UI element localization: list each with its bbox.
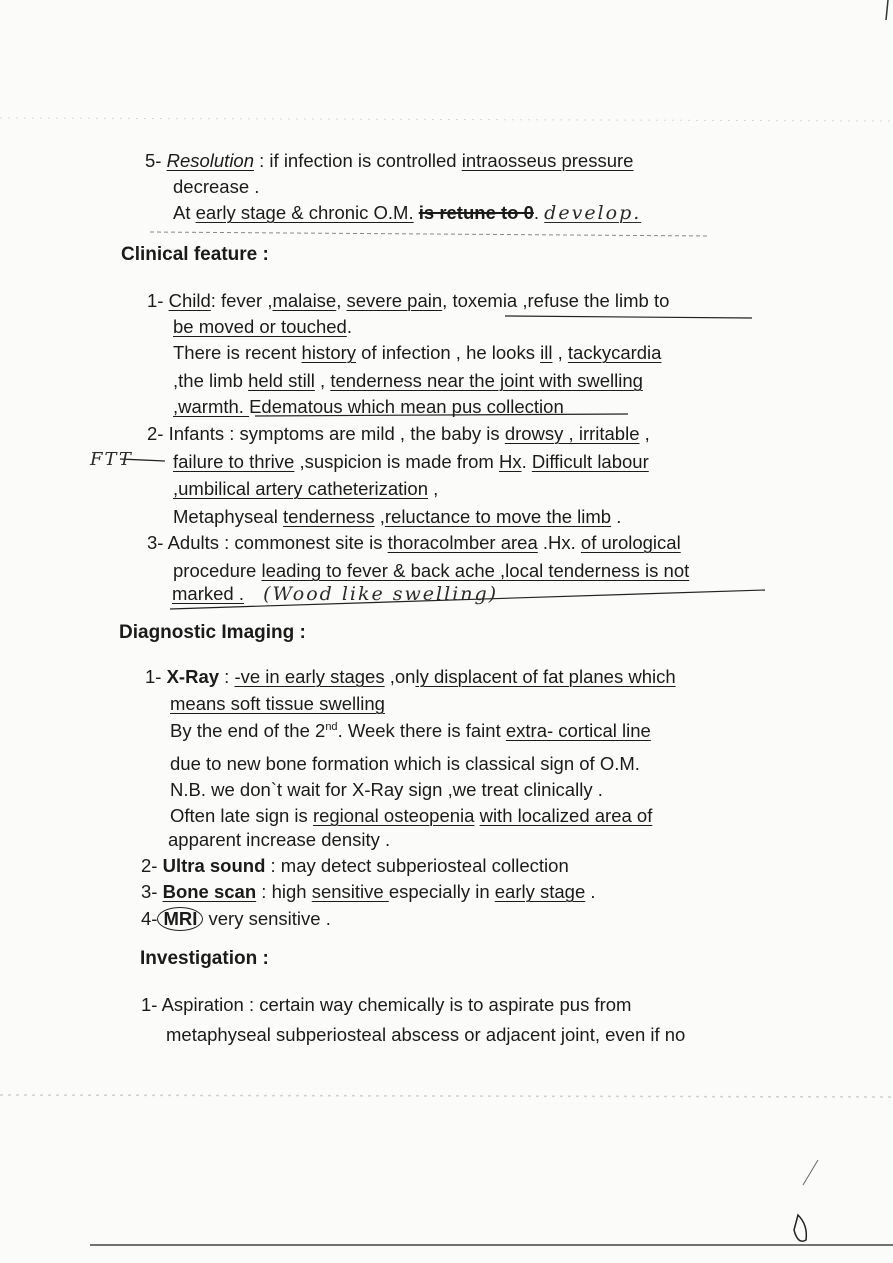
- investigation-line-2: metaphyseal subperiosteal abscess or adjacent joint, even if no: [166, 1024, 686, 1045]
- mri-text: very sensitive .: [203, 908, 331, 929]
- bonescan-text: especially in: [388, 881, 495, 902]
- child-text: of infection , he looks: [356, 342, 541, 363]
- handwritten-note: develop.: [544, 202, 642, 224]
- bonescan-text: .: [585, 881, 596, 902]
- item-number: 1-: [145, 666, 162, 687]
- infants-text: ,: [374, 506, 385, 527]
- resolution-text: At: [173, 202, 196, 223]
- resolution-text: early stage & chronic O.M.: [195, 202, 414, 223]
- child-line-3: [173, 342, 661, 364]
- child-text: malaise: [272, 290, 337, 311]
- margin-note: FTT: [90, 449, 133, 470]
- infants-text: .: [611, 506, 622, 527]
- bonescan-text: sensitive: [311, 881, 389, 902]
- resolution-text: intraosseus pressure: [461, 150, 634, 171]
- child-text: tackycardia: [567, 342, 662, 363]
- xray-text: :: [219, 666, 235, 687]
- section-heading-investigation: Investigation :: [140, 948, 269, 969]
- item-number: 3-: [141, 881, 158, 902]
- infants-line-3: [173, 478, 438, 500]
- bonescan-text: : high: [256, 881, 312, 902]
- infants-text: .: [521, 451, 532, 472]
- ordinal-suffix: nd: [325, 720, 338, 733]
- child-text: be moved or touched: [173, 316, 347, 337]
- infants-text: ,: [639, 423, 650, 444]
- infants-text: reluctance to move the limb: [384, 506, 612, 527]
- xray-line-2: [170, 693, 385, 715]
- item-number: 1-: [141, 994, 158, 1015]
- child-text: severe pain: [346, 290, 443, 311]
- mri-term-circled: MRI: [157, 907, 203, 931]
- xray-text: means soft tissue swelling: [170, 693, 385, 714]
- item-number: 5-: [145, 150, 162, 171]
- infants-text: failure to thrive: [173, 451, 295, 472]
- child-text: tenderness near the joint with swelling: [330, 370, 643, 391]
- child-line-5: [173, 396, 564, 418]
- infants-text: ,: [428, 478, 439, 499]
- xray-term: X-Ray: [166, 666, 220, 687]
- infants-text: tenderness: [283, 506, 375, 527]
- child-text: There is recent: [173, 342, 302, 363]
- investigation-text: Aspiration : certain way chemically is to aspirate pus from: [161, 994, 632, 1015]
- resolution-line-2: decrease .: [173, 176, 260, 197]
- ultrasound-term: Ultra sound: [162, 855, 266, 876]
- child-text: held still: [248, 370, 315, 391]
- child-text: .: [346, 316, 352, 337]
- adults-text: leading to fever & back ache ,local tenderness is not: [261, 560, 690, 581]
- resolution-text: : if infection is controlled: [259, 150, 457, 171]
- xray-text: regional osteopenia: [312, 805, 475, 826]
- item-number: 1-: [147, 290, 164, 311]
- child-text: ill: [540, 342, 553, 363]
- item-number: 4-: [141, 908, 158, 929]
- infants-line-1: [147, 423, 650, 445]
- xray-text: Often late sign is: [170, 805, 313, 826]
- child-text: Child: [168, 290, 211, 311]
- resolution-text: .: [533, 202, 540, 223]
- child-line-4: [173, 370, 643, 392]
- infants-line-4: [173, 506, 621, 528]
- item-number: 2-: [147, 423, 164, 444]
- investigation-line-1: [141, 994, 631, 1016]
- child-text: toxemia ,refuse the limb to: [452, 290, 670, 311]
- child-text: history: [301, 342, 357, 363]
- infants-text: ,suspicion is made from: [294, 451, 499, 472]
- adults-text: Adults : commonest site is: [167, 532, 388, 553]
- infants-text: Hx: [498, 451, 522, 472]
- child-line-1: [147, 290, 669, 312]
- section-heading-clinical: Clinical feature :: [121, 244, 269, 265]
- struck-text: is retune to 0: [418, 202, 534, 223]
- infants-text: drowsy , irritable: [504, 423, 640, 444]
- item-number: 3-: [147, 532, 164, 553]
- ultrasound-text: : may detect subperiosteal collection: [265, 855, 569, 876]
- child-text: ,: [552, 342, 568, 363]
- xray-line-3: [170, 720, 651, 742]
- xray-line-7: apparent increase density .: [168, 829, 391, 850]
- adults-text: procedure: [173, 560, 262, 581]
- child-text: ,: [314, 370, 331, 391]
- child-text: ,warmth.: [173, 396, 250, 417]
- adults-line-3: [172, 583, 498, 605]
- xray-text: . Week there is faint: [337, 720, 506, 741]
- infants-line-2: [173, 451, 649, 473]
- section-heading-imaging: Diagnostic Imaging :: [119, 622, 306, 643]
- mri-line: [141, 907, 331, 931]
- child-text: ,: [442, 290, 453, 311]
- xray-text: with localized area of: [479, 805, 653, 826]
- adults-text: thoracolmber area: [387, 532, 538, 553]
- resolution-line-1: [145, 150, 633, 172]
- ultrasound-line: [141, 855, 569, 877]
- adults-line-1: [147, 532, 681, 554]
- resolution-line-3: [173, 202, 641, 224]
- child-text: ,the limb: [173, 370, 249, 391]
- xray-line-1: [145, 666, 676, 688]
- bonescan-text: early stage: [494, 881, 586, 902]
- xray-text: ,on: [384, 666, 416, 687]
- xray-text: By the end of the 2: [170, 720, 326, 741]
- resolution-term: Resolution: [166, 150, 255, 171]
- infants-text: Metaphyseal: [173, 506, 284, 527]
- xray-line-6: [170, 805, 652, 827]
- child-line-2: [173, 316, 352, 338]
- infants-text: Difficult labour: [531, 451, 649, 472]
- xray-line-4: due to new bone formation which is classical sign of O.M.: [170, 753, 640, 774]
- adults-text: marked .: [172, 583, 244, 604]
- adults-line-2: [173, 560, 689, 582]
- child-text: Edematous which mean pus collection: [249, 396, 564, 417]
- xray-text: -ve in early stages: [234, 666, 385, 687]
- item-number: 2-: [141, 855, 158, 876]
- infants-text: ,umbilical artery catheterization: [173, 478, 428, 499]
- child-text: : fever ,: [210, 290, 273, 311]
- xray-text: ly displacent of fat planes which: [415, 666, 676, 687]
- infants-text: Infants : symptoms are mild , the baby is: [168, 423, 505, 444]
- bonescan-term: Bone scan: [162, 881, 257, 902]
- adults-text: of urological: [580, 532, 681, 553]
- handwritten-note: (Wood like swelling): [263, 583, 499, 605]
- child-text: ,: [336, 290, 347, 311]
- xray-text: extra- cortical line: [505, 720, 651, 741]
- adults-text: .Hx.: [537, 532, 581, 553]
- xray-line-5: N.B. we don`t wait for X-Ray sign ,we treat clinically .: [170, 779, 603, 800]
- bonescan-line: [141, 881, 596, 903]
